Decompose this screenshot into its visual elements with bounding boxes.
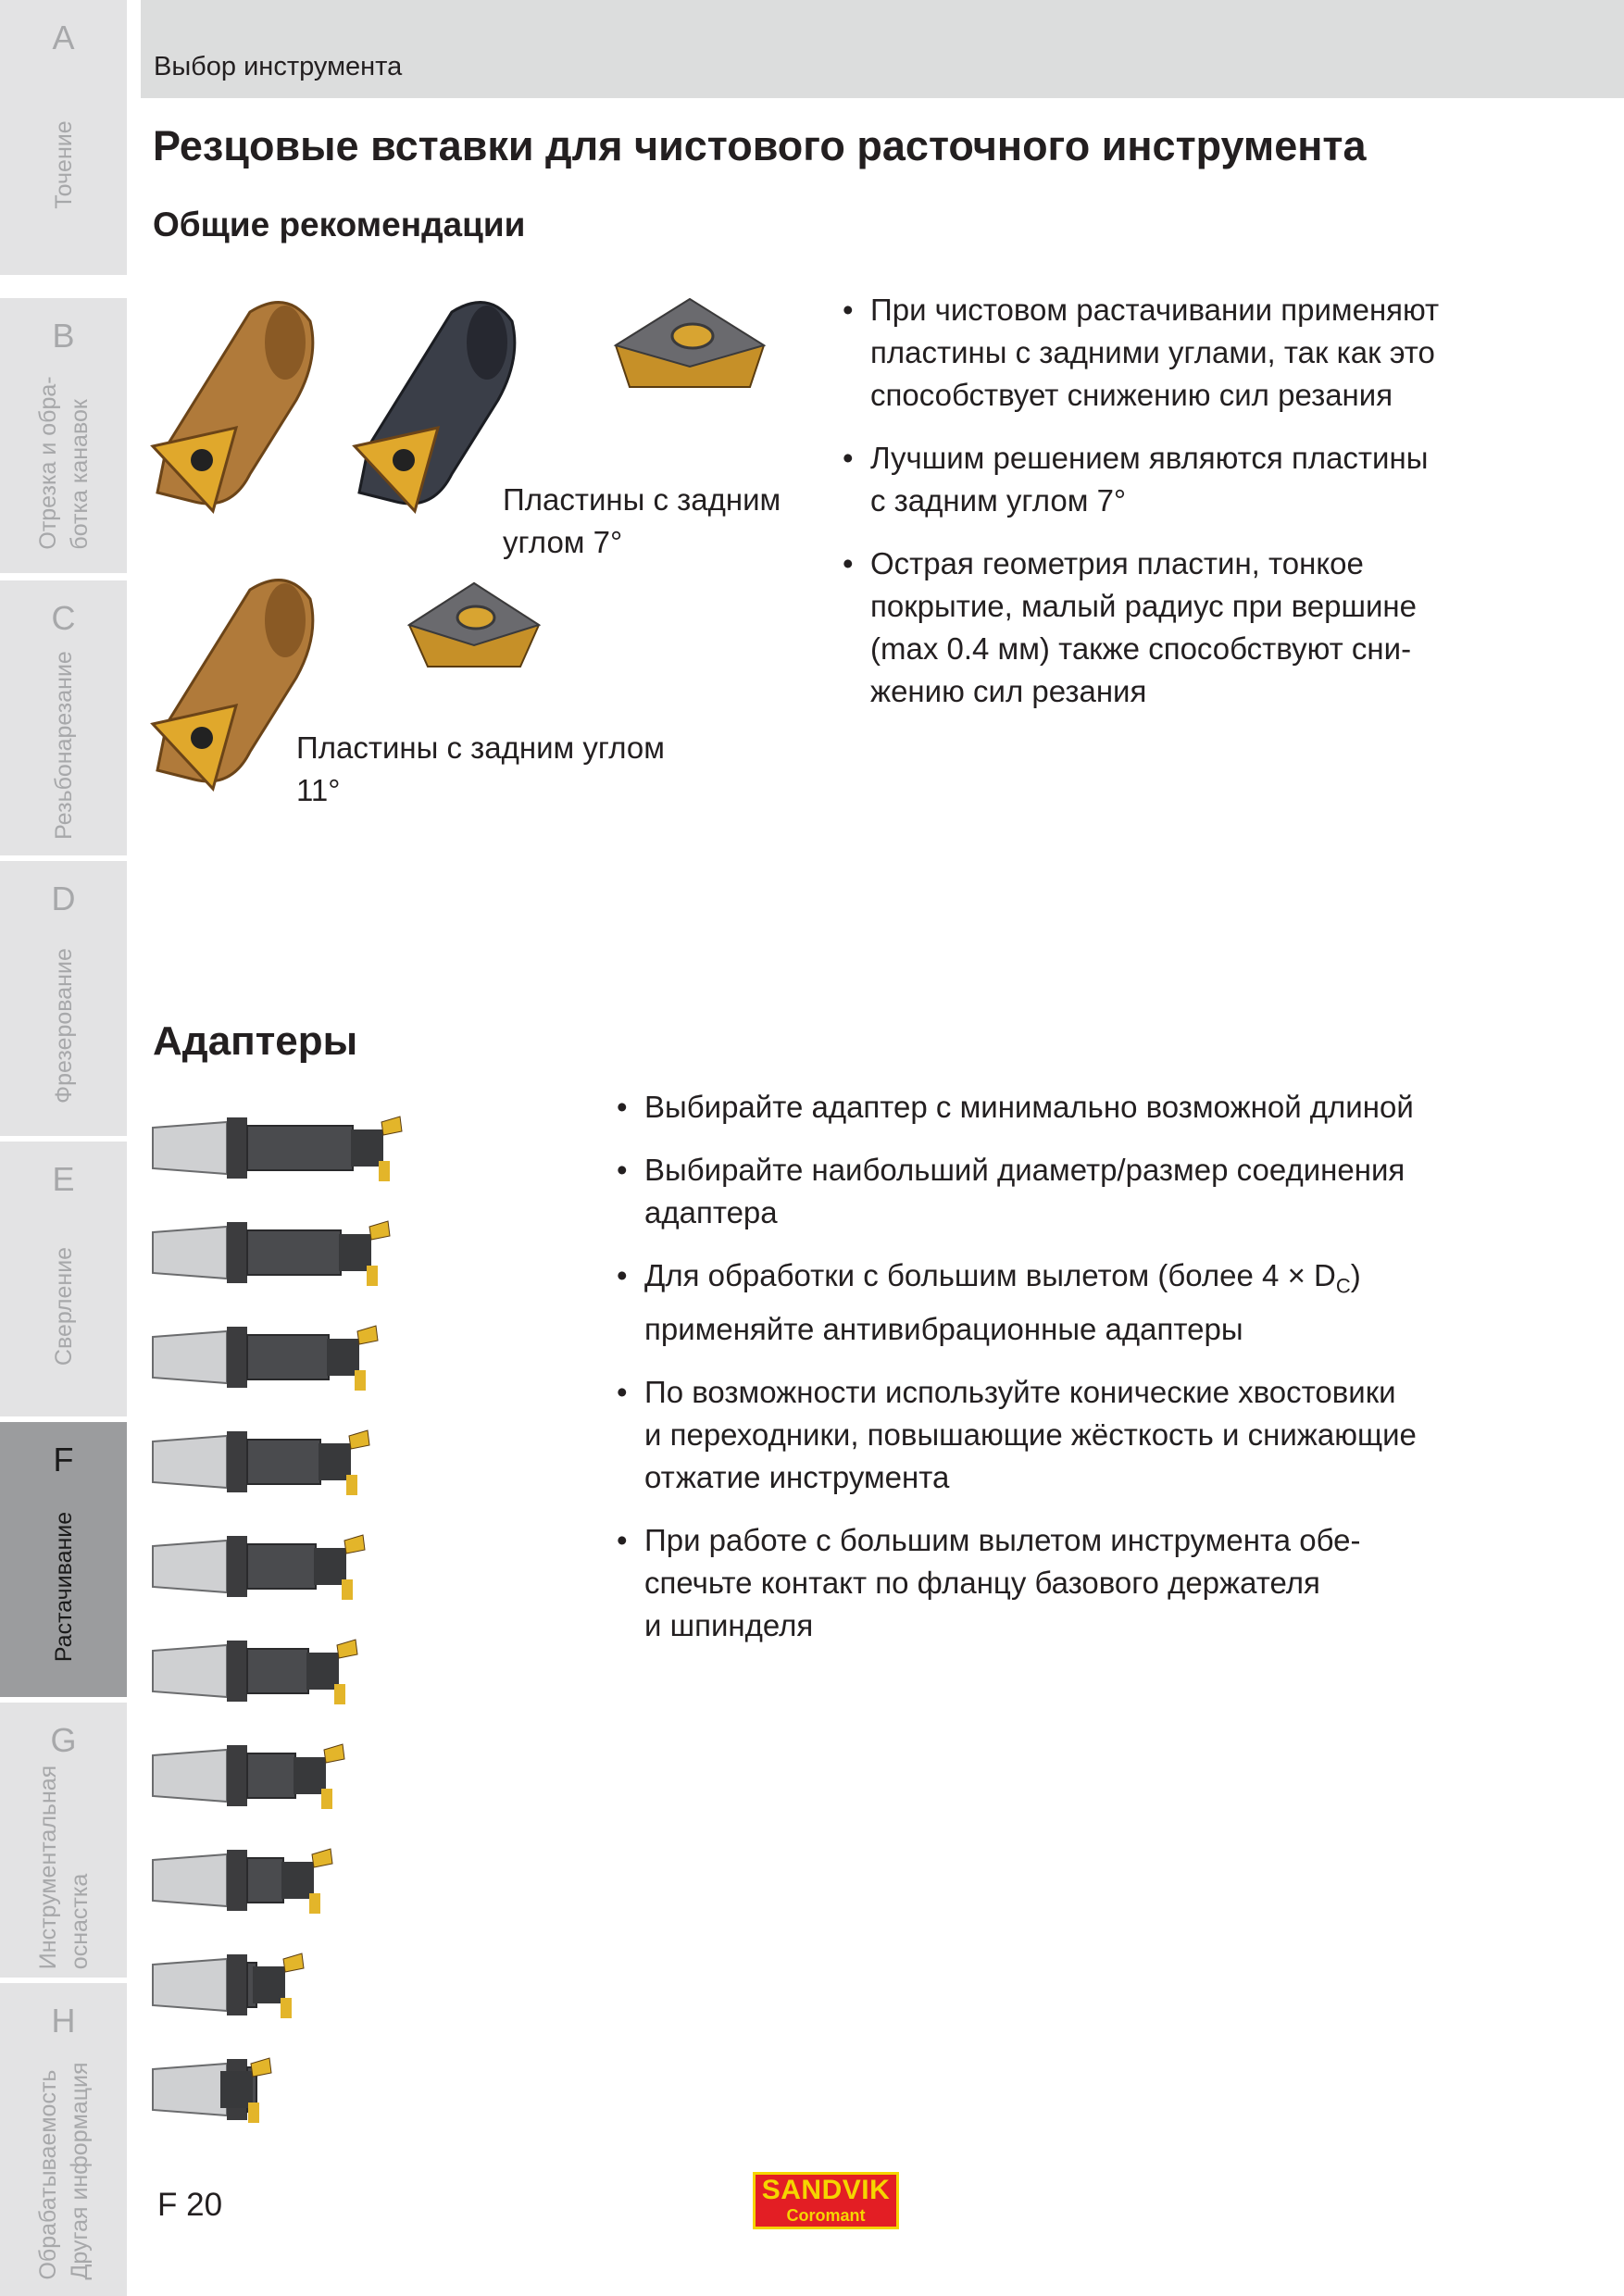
list-item: • Выбирайте наибольший диаметр/размер соединения адаптера: [617, 1149, 1533, 1234]
tab-letter: H: [51, 2002, 76, 2040]
tab-letter: F: [53, 1441, 74, 1479]
tab-b[interactable]: [0, 298, 127, 573]
tab-letter: E: [52, 1160, 75, 1198]
adapter-tool: [153, 1953, 304, 2018]
insert-7-illustration: [611, 294, 768, 392]
tab-letter: B: [52, 317, 75, 355]
section-title: Выбор инструмента: [154, 52, 403, 81]
tab-label: Отрезка и обра- ботка канавок: [34, 376, 93, 550]
tab-letter: G: [50, 1721, 77, 1759]
page-number: F 20: [157, 2187, 223, 2223]
adapters-heading: Адаптеры: [153, 1018, 358, 1064]
list-item: • По возможности используйте конические хвостовики и переходники, повышающие жёсткость и снижающие отжатие инструмента: [617, 1371, 1533, 1499]
adapter-tool: [153, 1640, 357, 1704]
insert-11-illustration: [405, 579, 543, 671]
list-item: • При чистовом растачивании применяют пластины с задними углами, так как это способствует снижению сил резания: [843, 289, 1518, 417]
tab-e[interactable]: [0, 1142, 127, 1416]
adapter-tool: [153, 1744, 344, 1809]
tab-letter: C: [51, 599, 76, 637]
list-item: • Для обработки с большим вылетом (более $4 \times D_C$) применяйте антивибрационные адаптеры: [617, 1254, 1533, 1351]
tab-d[interactable]: [0, 861, 127, 1136]
list-item: • При работе с большим вылетом инструмента обе- спечьте контакт по фланцу базового держателя и шпинделя: [617, 1519, 1533, 1647]
tab-h[interactable]: [0, 1983, 127, 2296]
adapter-tool: [153, 1430, 369, 1495]
tab-label: Обрабатываемость Другая информация: [34, 2062, 93, 2280]
tab-c[interactable]: [0, 580, 127, 855]
tab-a[interactable]: [0, 0, 127, 275]
holder-black-7-illustration: [350, 289, 526, 520]
tab-label: Резьбонарезание: [50, 651, 77, 841]
tab-g[interactable]: [0, 1703, 127, 1978]
adapter-tool: [153, 1326, 378, 1391]
list-item: • Острая геометрия пластин, тонкое покрытие, малый радиус при вершине (max 0.4 мм) также способствуют сни- жению сил резания: [843, 543, 1518, 713]
list-item: • Выбирайте адаптер с минимально возможной длиной: [617, 1086, 1533, 1129]
tab-label: Фрезерование: [50, 948, 77, 1104]
adapter-tool: [153, 1117, 402, 1181]
list-item: • Лучшим решением являются пластины с задним углом 7°: [843, 437, 1518, 522]
page-header: [141, 0, 1624, 98]
sandvik-logo: SANDVIK Coromant: [753, 2172, 899, 2229]
adapter-tool: [153, 2058, 271, 2123]
page-title: Резцовые вставки для чистового расточного инструмента: [153, 122, 1367, 169]
caption-rake-11: Пластины с задним углом 11°: [296, 730, 665, 807]
tab-letter: A: [52, 19, 75, 56]
chapter-tabs: [0, 0, 127, 2296]
tab-label: Растачивание: [50, 1512, 77, 1663]
tab-label: Сверление: [50, 1247, 77, 1366]
tab-letter: D: [51, 880, 76, 917]
holder-bronze-7-illustration: [148, 289, 324, 520]
adapter-tool: [153, 1535, 365, 1600]
recommendations-heading: Общие рекомендации: [153, 206, 526, 243]
tab-label: Инструментальная оснастка: [34, 1765, 93, 1970]
caption-rake-7: Пластины с задним углом 7°: [503, 482, 781, 559]
adapters-illustration: [148, 1097, 556, 2139]
adapter-tool: [153, 1849, 332, 1914]
tab-f-active[interactable]: [0, 1422, 127, 1697]
tab-label: Точение: [50, 120, 77, 209]
adapters-list: [617, 1086, 1533, 1667]
adapter-tool: [153, 1221, 390, 1286]
recommendations-list: [843, 289, 1518, 733]
